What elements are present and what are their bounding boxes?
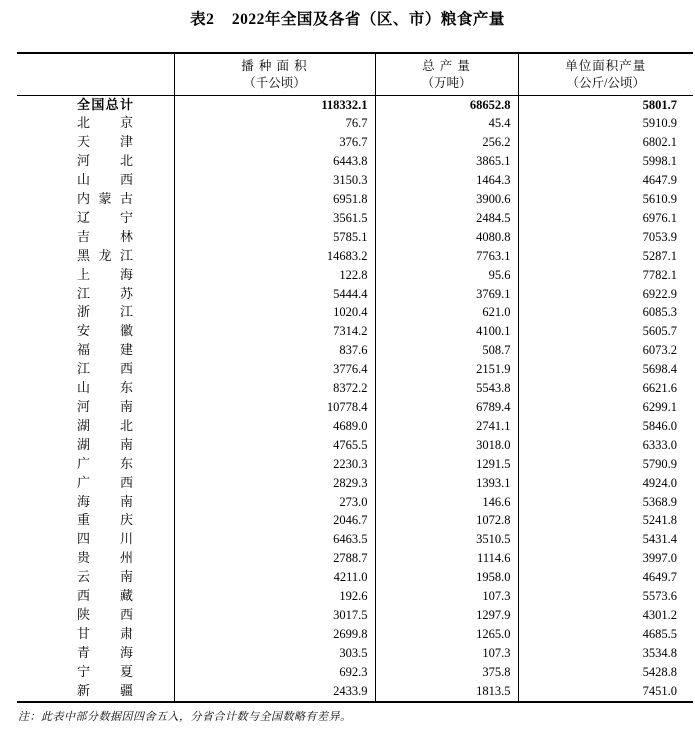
total-output-value: 107.3 [375, 587, 518, 606]
unit-yield-header-label: 单位面积产量 [565, 58, 647, 73]
table-row [17, 341, 693, 360]
sown-area-value: 14683.2 [174, 247, 375, 266]
table-body [17, 95, 693, 702]
table-row [17, 360, 693, 379]
sown-area-value: 122.8 [174, 266, 375, 285]
table-row [17, 285, 693, 304]
total-output-value: 2151.9 [375, 360, 518, 379]
region-name-cell [17, 360, 174, 379]
sown-area-value: 2433.9 [174, 682, 375, 702]
region-name: 新疆 [77, 682, 133, 698]
unit-yield-value: 4301.2 [518, 606, 693, 625]
table-row [17, 398, 693, 417]
unit-yield-value: 6802.1 [518, 133, 693, 152]
unit-yield-value: 5610.9 [518, 190, 693, 209]
table-row [17, 625, 693, 644]
region-name: 辽宁 [77, 209, 133, 225]
region-name-cell [17, 568, 174, 587]
region-name: 广东 [77, 455, 133, 471]
table-row [17, 474, 693, 493]
total-output-value: 375.8 [375, 663, 518, 682]
unit-yield-value: 5846.0 [518, 417, 693, 436]
region-name: 北京 [77, 115, 133, 131]
region-name: 宁夏 [77, 663, 133, 679]
region-name-cell [17, 474, 174, 493]
region-name: 海南 [77, 493, 133, 509]
unit-yield-value: 5241.8 [518, 511, 693, 530]
unit-yield-value: 6976.1 [518, 209, 693, 228]
total-output-value: 1393.1 [375, 474, 518, 493]
total-output-value: 95.6 [375, 266, 518, 285]
region-name: 山东 [77, 380, 133, 396]
unit-yield-value: 4649.7 [518, 568, 693, 587]
unit-yield-value: 7782.1 [518, 266, 693, 285]
total-output-value: 256.2 [375, 133, 518, 152]
footnote: 注：此表中部分数据因四舍五入，分省合计数与全国数略有差异。 [18, 710, 352, 723]
table-row [17, 209, 693, 228]
sown-area-column-header [174, 53, 375, 95]
total-output-value: 45.4 [375, 114, 518, 133]
region-name-cell [17, 455, 174, 474]
total-output-value: 2484.5 [375, 209, 518, 228]
total-output-value: 621.0 [375, 303, 518, 322]
region-name-cell [17, 114, 174, 133]
unit-yield-value: 5287.1 [518, 247, 693, 266]
region-name-cell [17, 285, 174, 304]
region-name: 天津 [77, 134, 133, 150]
unit-yield-value: 5998.1 [518, 152, 693, 171]
region-name-cell [17, 436, 174, 455]
table-row [17, 606, 693, 625]
unit-yield-value: 5605.7 [518, 322, 693, 341]
total-output-value: 107.3 [375, 644, 518, 663]
national-total-row [17, 95, 693, 114]
region-name: 甘肃 [77, 625, 133, 641]
table-row [17, 190, 693, 209]
sown-area-value: 3776.4 [174, 360, 375, 379]
unit-yield-value: 5573.6 [518, 587, 693, 606]
sown-area-value: 2046.7 [174, 511, 375, 530]
total-output-column-header [375, 53, 518, 95]
table-header [17, 53, 693, 95]
table-title: 表2 2022年全国及各省（区、市）粮食产量 [190, 11, 505, 28]
sown-area-value: 5785.1 [174, 228, 375, 247]
sown-area-value: 6951.8 [174, 190, 375, 209]
sown-area-value: 3561.5 [174, 209, 375, 228]
total-output-value: 4100.1 [375, 322, 518, 341]
table-row [17, 682, 693, 702]
document-page [0, 9, 695, 738]
total-output-header-unit: （万吨） [421, 75, 472, 90]
region-name: 湖南 [77, 436, 133, 452]
unit-yield-value: 5910.9 [518, 114, 693, 133]
sown-area-header-label: 播 种 面 积 [241, 58, 308, 73]
total-output-value: 3900.6 [375, 190, 518, 209]
table-row [17, 644, 693, 663]
region-name-cell [17, 341, 174, 360]
total-output-value: 3510.5 [375, 530, 518, 549]
total-output-value: 1813.5 [375, 682, 518, 702]
region-name-cell [17, 152, 174, 171]
sown-area-value: 10778.4 [174, 398, 375, 417]
region-name-cell [17, 663, 174, 682]
total-output-value: 3018.0 [375, 436, 518, 455]
total-output-value: 3865.1 [375, 152, 518, 171]
unit-yield-value: 5368.9 [518, 493, 693, 512]
unit-yield-value: 6333.0 [518, 436, 693, 455]
sown-area-value: 3017.5 [174, 606, 375, 625]
sown-area-value: 2230.3 [174, 455, 375, 474]
sown-area-value: 4211.0 [174, 568, 375, 587]
total-output-value: 1265.0 [375, 625, 518, 644]
region-name: 安徽 [77, 323, 133, 339]
region-name-cell [17, 587, 174, 606]
region-name-cell [17, 190, 174, 209]
region-name-cell [17, 171, 174, 190]
table-row [17, 511, 693, 530]
unit-yield-header-unit: （公斤/公顷） [566, 75, 645, 90]
region-name: 陕西 [77, 606, 133, 622]
region-name-cell [17, 247, 174, 266]
table-row [17, 455, 693, 474]
unit-yield-value: 6621.6 [518, 379, 693, 398]
sown-area-value: 1020.4 [174, 303, 375, 322]
region-name: 青海 [77, 644, 133, 660]
unit-yield-value: 5801.7 [518, 95, 693, 114]
table-row [17, 133, 693, 152]
region-name-cell [17, 549, 174, 568]
total-output-value: 68652.8 [375, 95, 518, 114]
sown-area-value: 192.6 [174, 587, 375, 606]
sown-area-value: 692.3 [174, 663, 375, 682]
table-row [17, 114, 693, 133]
total-output-value: 2741.1 [375, 417, 518, 436]
total-output-value: 1072.8 [375, 511, 518, 530]
region-name: 山西 [77, 172, 133, 188]
table-row [17, 247, 693, 266]
sown-area-value: 273.0 [174, 493, 375, 512]
unit-yield-column-header [518, 53, 693, 95]
sown-area-value: 2699.8 [174, 625, 375, 644]
table-row [17, 303, 693, 322]
sown-area-value: 376.7 [174, 133, 375, 152]
region-name-cell [17, 209, 174, 228]
sown-area-value: 4689.0 [174, 417, 375, 436]
region-name-cell [17, 133, 174, 152]
table-row [17, 530, 693, 549]
region-name: 河南 [77, 399, 133, 414]
sown-area-header-unit: （千公顷） [243, 75, 306, 90]
total-output-value: 4080.8 [375, 228, 518, 247]
unit-yield-value: 4685.5 [518, 625, 693, 644]
region-name-cell [17, 625, 174, 644]
sown-area-value: 8372.2 [174, 379, 375, 398]
sown-area-value: 2788.7 [174, 549, 375, 568]
sown-area-value: 76.7 [174, 114, 375, 133]
sown-area-value: 3150.3 [174, 171, 375, 190]
unit-yield-value: 3534.8 [518, 644, 693, 663]
region-name: 内蒙古 [77, 191, 133, 207]
region-name-cell [17, 379, 174, 398]
region-name: 重庆 [77, 512, 133, 528]
table-row [17, 228, 693, 247]
unit-yield-value: 7451.0 [518, 682, 693, 702]
unit-yield-value: 6922.9 [518, 285, 693, 304]
grain-production-table [17, 52, 693, 703]
region-name-cell [17, 95, 174, 114]
region-name-cell [17, 606, 174, 625]
table-row [17, 417, 693, 436]
sown-area-value: 837.6 [174, 341, 375, 360]
unit-yield-value: 5698.4 [518, 360, 693, 379]
sown-area-value: 2829.3 [174, 474, 375, 493]
region-name: 西藏 [77, 588, 133, 604]
total-output-value: 1958.0 [375, 568, 518, 587]
unit-yield-value: 3997.0 [518, 549, 693, 568]
sown-area-value: 7314.2 [174, 322, 375, 341]
region-name-cell [17, 493, 174, 512]
region-name-cell [17, 322, 174, 341]
unit-yield-value: 6073.2 [518, 341, 693, 360]
region-name-cell [17, 530, 174, 549]
region-name: 河北 [77, 153, 133, 169]
sown-area-value: 6443.8 [174, 152, 375, 171]
table-row [17, 266, 693, 285]
total-output-value: 7763.1 [375, 247, 518, 266]
table-row [17, 568, 693, 587]
sown-area-value: 4765.5 [174, 436, 375, 455]
sown-area-value: 303.5 [174, 644, 375, 663]
region-name: 广西 [77, 474, 133, 490]
region-column-header [17, 53, 174, 95]
region-name-cell [17, 644, 174, 663]
unit-yield-value: 7053.9 [518, 228, 693, 247]
sown-area-value: 118332.1 [174, 95, 375, 114]
region-name: 浙江 [77, 304, 133, 320]
table-row [17, 152, 693, 171]
total-output-value: 1114.6 [375, 549, 518, 568]
unit-yield-value: 5428.8 [518, 663, 693, 682]
total-output-value: 1297.9 [375, 606, 518, 625]
region-name-cell [17, 303, 174, 322]
region-name: 全国总计 [77, 96, 133, 112]
table-row [17, 322, 693, 341]
total-output-value: 6789.4 [375, 398, 518, 417]
region-name-cell [17, 398, 174, 417]
region-name: 贵州 [77, 550, 133, 566]
table-row [17, 493, 693, 512]
total-output-header-label: 总 产 量 [422, 58, 471, 73]
table-row [17, 587, 693, 606]
region-name: 上海 [77, 266, 133, 282]
total-output-value: 3769.1 [375, 285, 518, 304]
region-name-cell [17, 228, 174, 247]
region-name: 江苏 [77, 285, 133, 301]
table-row [17, 436, 693, 455]
sown-area-value: 6463.5 [174, 530, 375, 549]
region-name: 黑龙江 [77, 247, 133, 263]
region-name: 吉林 [77, 228, 133, 244]
table-row [17, 379, 693, 398]
unit-yield-value: 4924.0 [518, 474, 693, 493]
unit-yield-value: 4647.9 [518, 171, 693, 190]
table-row [17, 663, 693, 682]
region-name-cell [17, 417, 174, 436]
unit-yield-value: 5431.4 [518, 530, 693, 549]
region-name: 云南 [77, 569, 133, 585]
total-output-value: 1464.3 [375, 171, 518, 190]
unit-yield-value: 6085.3 [518, 303, 693, 322]
region-name-cell [17, 682, 174, 702]
header-row [17, 53, 693, 95]
table-row [17, 549, 693, 568]
total-output-value: 146.6 [375, 493, 518, 512]
total-output-value: 5543.8 [375, 379, 518, 398]
region-name-cell [17, 266, 174, 285]
unit-yield-value: 6299.1 [518, 398, 693, 417]
table-row [17, 171, 693, 190]
region-name: 福建 [77, 342, 133, 358]
region-name: 湖北 [77, 417, 133, 433]
region-name: 四川 [77, 531, 133, 547]
sown-area-value: 5444.4 [174, 285, 375, 304]
total-output-value: 508.7 [375, 341, 518, 360]
total-output-value: 1291.5 [375, 455, 518, 474]
unit-yield-value: 5790.9 [518, 455, 693, 474]
region-name: 江西 [77, 361, 133, 377]
region-name-cell [17, 511, 174, 530]
